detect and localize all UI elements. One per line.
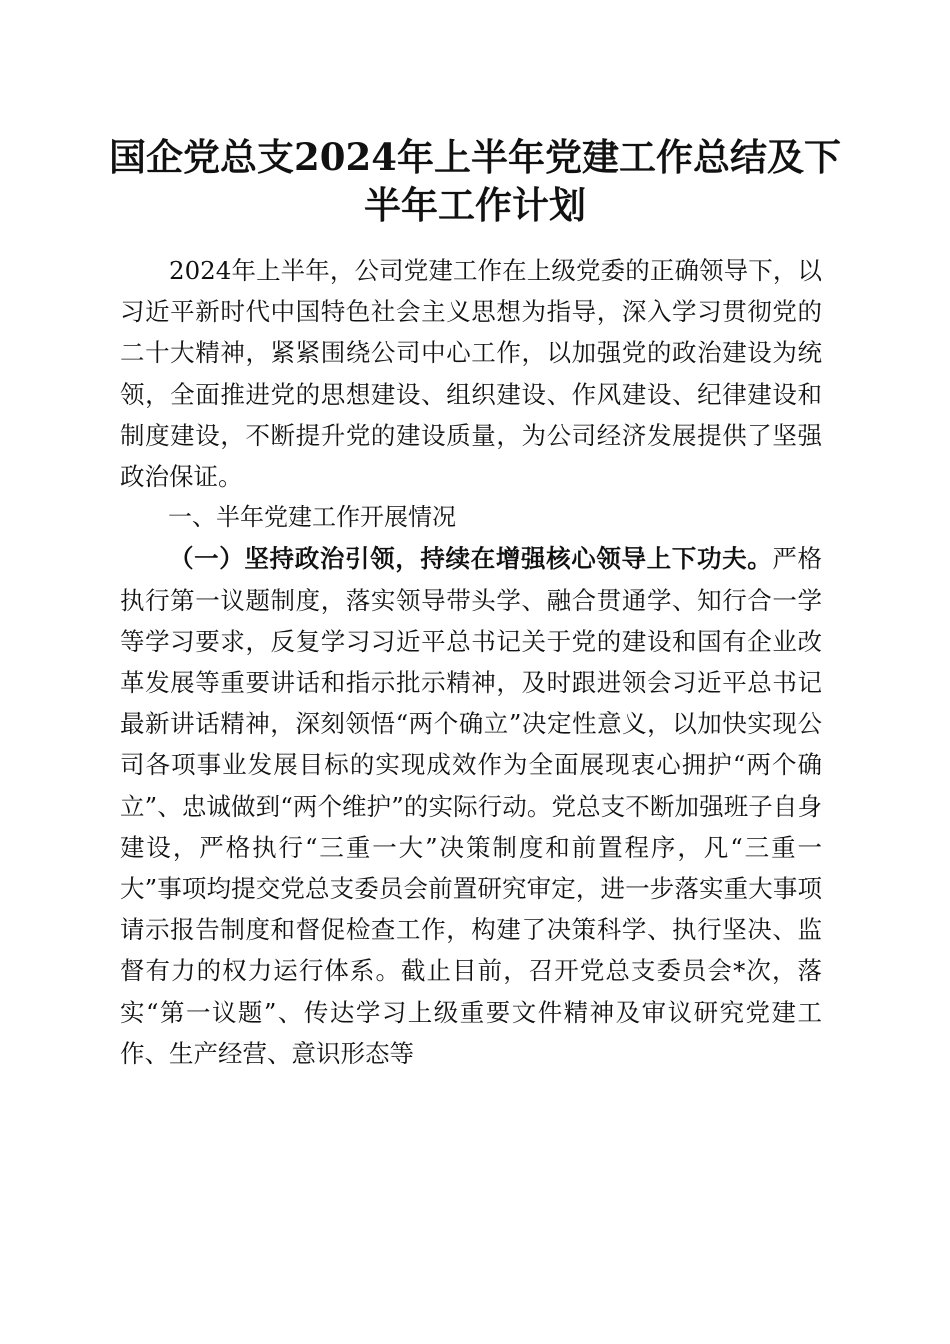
subsection-body-1: 严格执行第一议题制度，落实领导带头学、融合贯通学、知行合一学等学习要求，反复学习习近平总书记关于党的建设和国有企业改革发展等重要讲话和指示批示精神，及时跟进领会习近平总书记最新讲话精神，深刻领悟“两个确立”决定性意义，以加快实现公司各项事业发展目标的实现成效作为全面展现衷心拥护“两个确立”、忠诚做到“两个维护”的实际行动。党总支不断加强班子自身建设，严格执行“三重一大”决策制度和前置程序，凡“三重一大”事项均提交党总支委员会前置研究审定，进一步落实重大事项请示报告制度和督促检查工作，构建了决策科学、执行坚决、监督有力的权力运行体系。截止目前，召开党总支委员会*次，落实“第一议题”、传达学习上级重要文件精神及审议研究党建工作、生产经营、意识形态等 [120,544,822,1068]
subsection-lead-1: （一）坚持政治引领，持续在增强核心领导上下功夫。 [169,544,773,574]
intro-paragraph: 2024年上半年，公司党建工作在上级党委的正确领导下，以习近平新时代中国特色社会主义思想为指导，深入学习贯彻党的二十大精神，紧紧围绕公司中心工作，以加强党的政治建设为统领，全面推进党的思想建设、组织建设、作风建设、纪律建设和制度建设，不断提升党的建设质量，为公司经济发展提供了坚强政治保证。 [120,256,822,492]
section-heading-1: 一、半年党建工作开展情况 [168,503,456,532]
title-line-1: 国企党总支2024年上半年党建工作总结及下 [109,135,841,179]
title-line-2: 半年工作计划 [364,183,586,227]
subsection-paragraph-1 [120,538,822,1074]
document-title [100,133,850,229]
document-body [120,250,822,1074]
